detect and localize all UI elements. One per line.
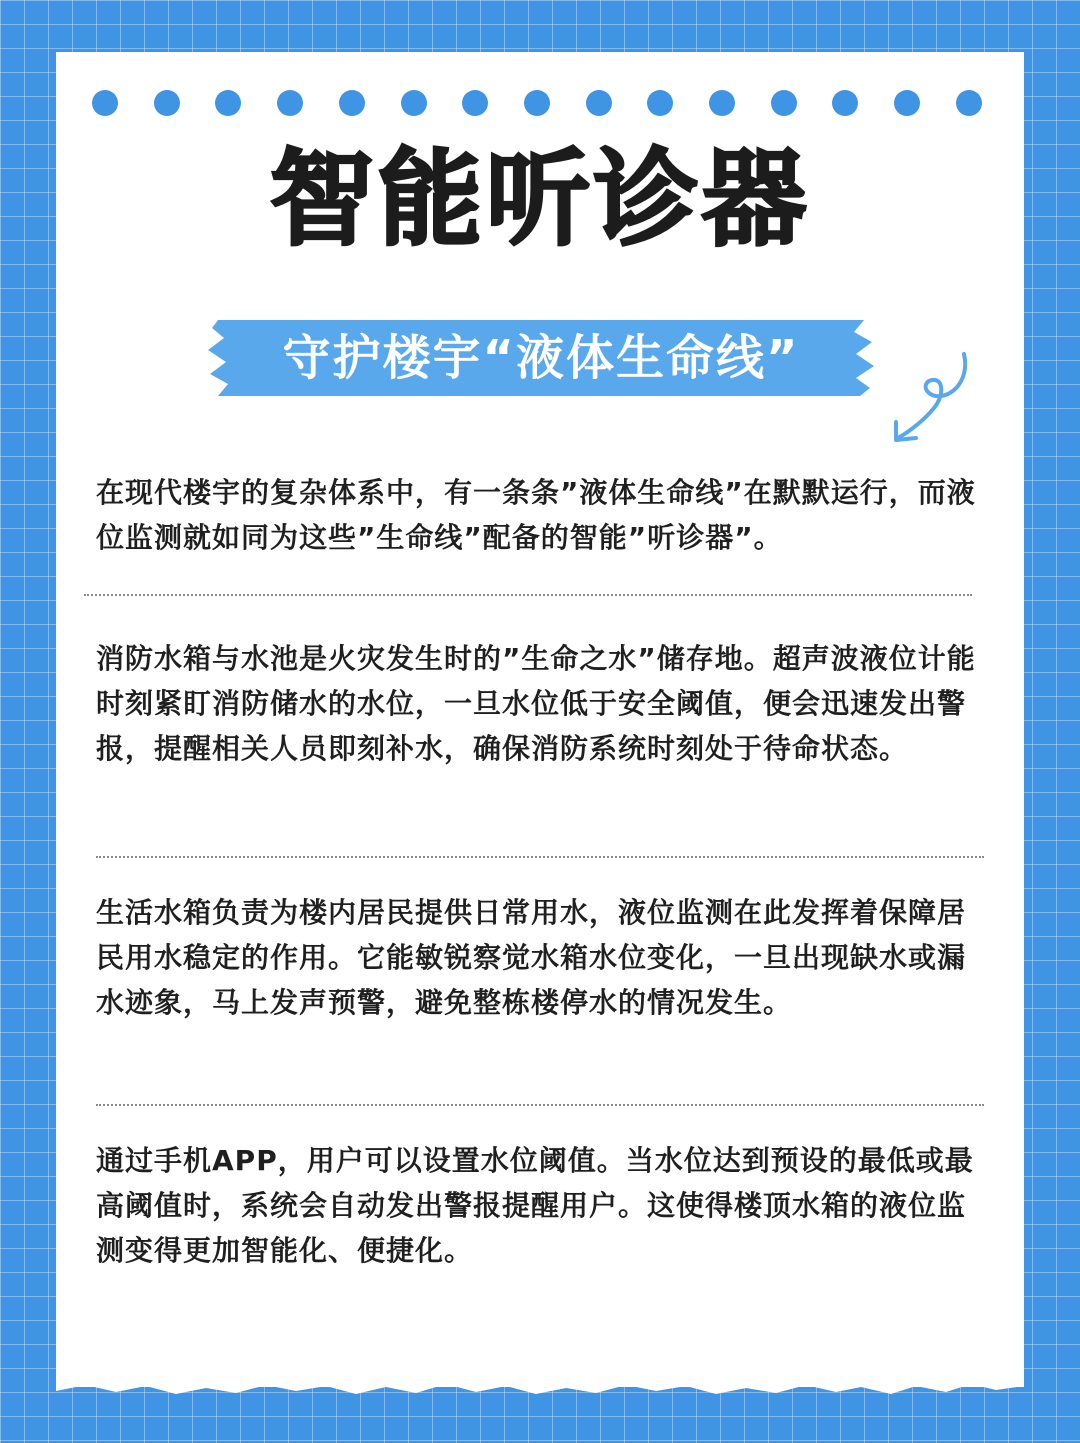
paragraph-fire-tank: 消防水箱与水池是火灾发生时的”生命之水”储存地。超声波液位计能时刻紧盯消防储水的水位，一旦水位低于安全阈值，便会迅速发出警报，提醒相关人员即刻补水，确保消防系统时刻处于待命状态。: [96, 642, 976, 765]
divider: [96, 1104, 984, 1106]
binder-hole: [92, 90, 118, 116]
binder-hole: [462, 90, 488, 116]
binder-holes: [92, 90, 982, 116]
paragraph-intro: 在现代楼宇的复杂体系中，有一条条”液体生命线”在默默运行，而液位监测就如同为这些”生命线”配备的智能”听诊器”。: [96, 476, 976, 554]
binder-hole: [339, 90, 365, 116]
binder-hole: [894, 90, 920, 116]
binder-hole: [215, 90, 241, 116]
binder-hole: [771, 90, 797, 116]
binder-hole: [524, 90, 550, 116]
torn-paper-edge: [56, 1372, 1024, 1402]
binder-hole: [277, 90, 303, 116]
note-card: [56, 52, 1024, 1387]
binder-hole: [586, 90, 612, 116]
page-title: 智能听诊器: [269, 138, 810, 260]
divider: [84, 594, 972, 596]
paragraph-domestic-tank: 生活水箱负责为楼内居民提供日常用水，液位监测在此发挥着保障居民用水稳定的作用。它能敏锐察觉水箱水位变化，一旦出现缺水或漏水迹象，马上发声预警，避免整栋楼停水的情况发生。: [96, 896, 967, 1019]
binder-hole: [956, 90, 982, 116]
binder-hole: [154, 90, 180, 116]
curly-arrow-icon: [886, 350, 976, 454]
binder-hole: [832, 90, 858, 116]
divider: [96, 856, 984, 858]
binder-hole: [401, 90, 427, 116]
subtitle: 守护楼宇“液体生命线”: [282, 330, 800, 386]
binder-hole: [647, 90, 673, 116]
subtitle-ribbon: [204, 320, 878, 396]
paragraph-app: 通过手机APP，用户可以设置水位阈值。当水位达到预设的最低或最高阈值时，系统会自动发出警报提醒用户。这使得楼顶水箱的液位监测变得更加智能化、便捷化。: [96, 1144, 974, 1267]
binder-hole: [709, 90, 735, 116]
